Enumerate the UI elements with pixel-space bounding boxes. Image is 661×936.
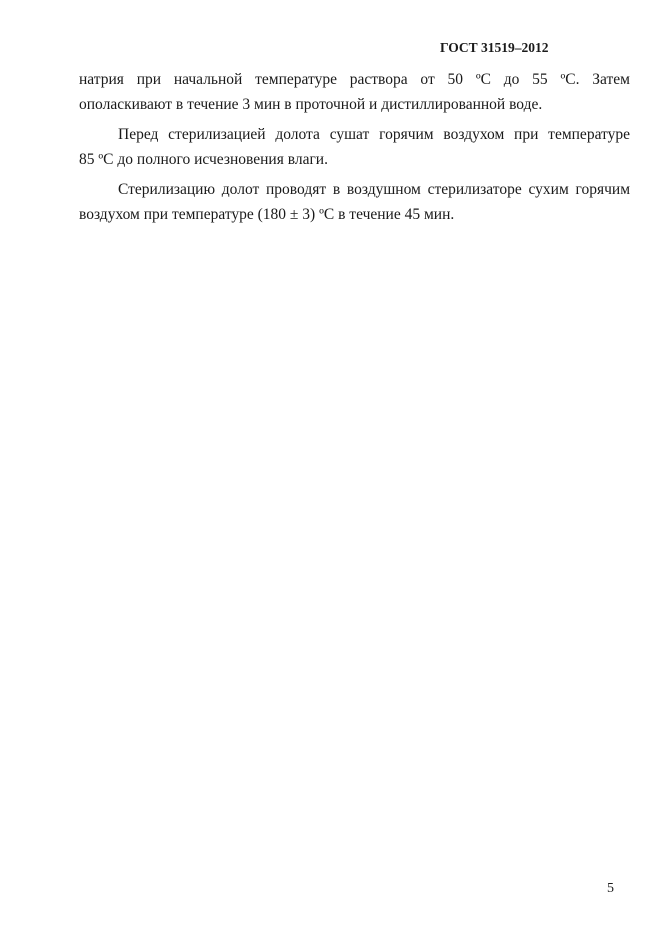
paragraph-line: Стерилизацию долот проводят в воздушном стерилизаторе сухим горячим: [118, 181, 630, 198]
paragraph-line: 85 ºС до полного исчезновения влаги.: [79, 151, 328, 168]
paragraph-line: натрия при начальной температуре раствора от 50 ºС до 55 ºС. Затем: [79, 71, 630, 88]
paragraph-line: Перед стерилизацией долота сушат горячим воздухом при температуре: [118, 126, 630, 143]
paragraph-line: воздухом при температуре (180 ± 3) ºС в течение 45 мин.: [79, 206, 455, 223]
paragraph-line: ополаскивают в течение 3 мин в проточной и дистиллированной воде.: [79, 96, 543, 113]
paragraph-drying: [79, 122, 630, 172]
document-standard-header: ГОСТ 31519–2012: [440, 40, 549, 55]
paragraph-washing: [79, 67, 630, 117]
document-body: [79, 67, 630, 227]
paragraph-sterilization: [79, 177, 630, 227]
page-number: 5: [607, 881, 614, 896]
